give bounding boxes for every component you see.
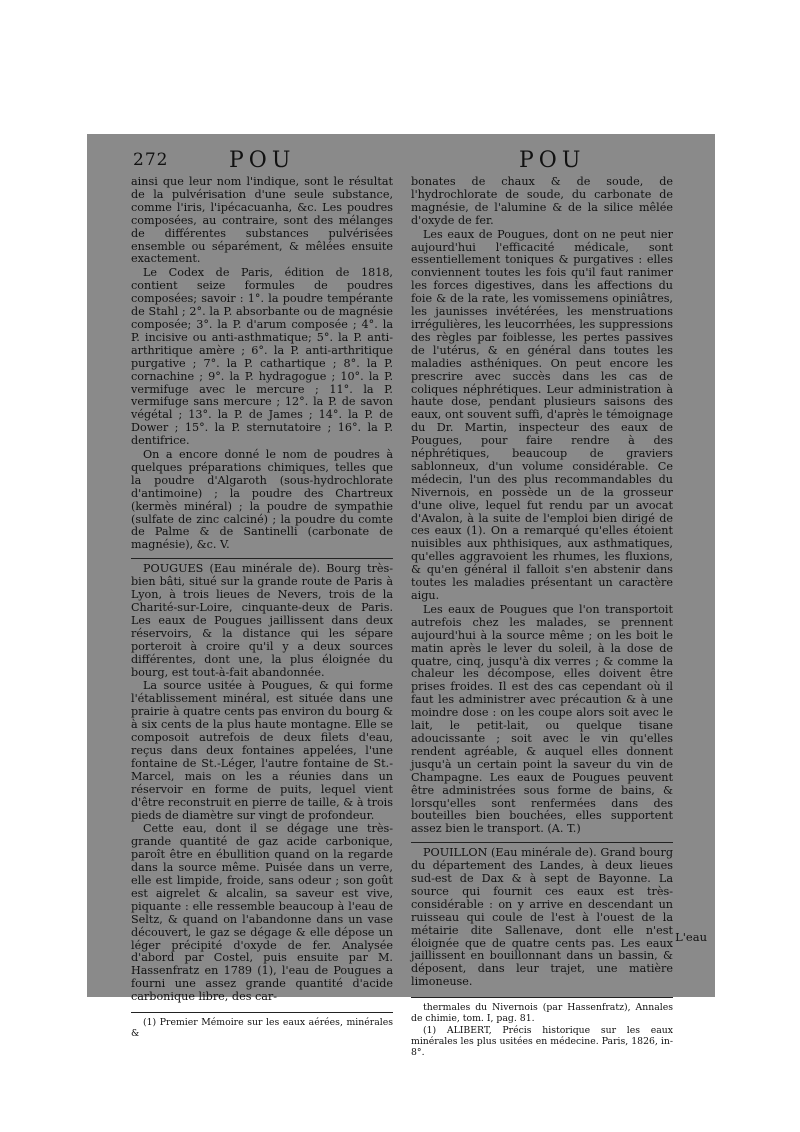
entry-pouillon-heading: POUILLON (Eau minérale de). Grand bourg du département des Landes, à deux lieues sud-est de Dax & à sept de Bayonne. La source qui fournit ces eaux est très-considérable : on y arrive en descendant un ruisseau qui coule de l'est à l'ouest de la métairie dite Sallenave, dont elle n'est éloignée que de quatre cents pas. Les eaux jaillissent en bouillonnant dans un bassin, & déposent, dans leur trajet, une matière limoneuse. [411, 846, 673, 989]
paragraph-simple-powders: ainsi que leur nom l'indique, sont le résultat de la pulvérisation d'une seule substance, comme l'iris, l'ipécacuanha, &c. Les poudres composées, au contraire, sont des mélanges de différentes substances pulvérisées ensemble ou séparément, & mêlées ensuite exactement. [131, 175, 393, 266]
running-header [87, 148, 715, 174]
entry-separator [411, 842, 673, 843]
footnote-right-alibert: (1) ALIBERT, Précis historique sur les eaux minérales les plus usitées en médecine. Paris, 1826, in-8°. [411, 1025, 673, 1059]
paragraph-usage: Les eaux de Pougues que l'on transportoit autrefois chez les malades, se prennent aujourd'hui à la source même ; on les boit le matin après le lever du soleil, à la dose de quatre, cinq, jusqu'à dix verres ; & comme la chaleur les décompose, elles doivent être prises froides. Il est des cas cependant où il faut les administrer avec précaution & à une moindre dose : on les coupe alors soit avec le lait, le petit-lait, ou quelque tisane adoucissante ; soit avec le vin qu'elles rendent agréable, & auquel elles donnent jusqu'à un certain point la saveur du vin de Champagne. Les eaux de Pougues peuvent être administrées sous forme de bains, & lorsqu'elles sont renfermées dans des bouteilles bien bouchées, elles supportent assez bien le transport. (A. T.) [411, 602, 673, 836]
page-number: 272 [133, 150, 169, 170]
paragraph-continuation: bonates de chaux & de soude, de l'hydrochlorate de soude, du carbonate de magnésie, de l'alumine & de la silice mêlée d'oxyde de fer. [411, 175, 673, 227]
footnote-left: (1) Premier Mémoire sur les eaux aérées, minérales & [131, 1017, 393, 1040]
entry-pougues-heading: POUGUES (Eau minérale de). Bourg très-bien bâti, situé sur la grande route de Paris à Lyon, à trois lieues de Nevers, trois de la Charité-sur-Loire, cinquante-deux de Paris. Les eaux de Pougues jaillissent dans deux réservoirs, & la distance qui les sépare porteroit à croire qu'il y a deux sources différentes, dont une, la plus éloignée du bourg, est tout-à-fait abandonnée. [131, 562, 393, 679]
paragraph-chemical-powders: On a encore donné le nom de poudres à quelques préparations chimiques, telles que la poudre d'Algaroth (sous-hydrochlorate d'antimoine) ; la poudre des Chartreux (kermès minéral) ; la poudre de sympathie (sulfate de zinc calciné) ; la poudre du comte de Palme & de Santinelli (carbonate de magnésie), &c. V. [131, 448, 393, 552]
catchword: L'eau [675, 930, 707, 944]
right-column [411, 176, 673, 1059]
running-title-right: POU [519, 148, 586, 173]
paragraph-pougues-source: La source usitée à Pougues, & qui forme l'établissement minéral, est située dans une prairie à quatre cents pas environ du bourg & à six cents de la plus haute montagne. Elle se composoit autrefois de deux filets d'eau, reçus dans deux fontaines appelées, l'une fontaine de St.-Léger, l'autre fontaine de St.-Marcel, mais on les a réunies dans un réservoir en forme de puits, lequel vient d'être reconstruit en pierre de taille, & à trois pieds de diamètre sur vingt de profondeur. [131, 679, 393, 822]
scanned-page [87, 134, 715, 1059]
paragraph-medical-efficacy: Les eaux de Pougues, dont on ne peut nier aujourd'hui l'efficacité médicale, sont essentiellement toniques & purgatives : elles conviennent toutes les fois qu'il faut ranimer les forces digestives, dans les affections du foie & de la rate, les vomissemens opiniâtres, les jaunisses invétérées, les menstruations irrégulières, les leucorrhées, les suppressions des règles par foiblesse, les pertes passives de l'utérus, & en général dans toutes les maladies asthéniques. On peut encore les prescrire avec succès dans les cas de coliques néphrétiques. Leur administration à haute dose, pendant plusieurs saisons des eaux, ont souvent suffi, d'après le témoignage du Dr. Martin, inspecteur des eaux de Pougues, pour faire rendre à des néphrétiques, beaucoup de graviers sablonneux, d'un volume considérable. Ce médecin, l'un des plus recommandables du Nivernois, en possède un de la grosseur d'une olive, lequel fut rendu par un avocat d'Avalon, à la suite de l'emploi bien dirigé de ces eaux (1). On a remarqué qu'elles étoient nuisibles aux phthisiques, aux asthmatiques, qu'elles aggravoient les rhumes, les fluxions, & qu'en général il falloit s'en abstenir dans toutes les maladies présentant un caractère aigu. [411, 227, 673, 602]
running-title-left: POU [229, 148, 296, 173]
paragraph-pougues-water: Cette eau, dont il se dégage une très-grande quantité de gaz acide carbonique, paroît être en ébullition quand on la regarde dans la source même. Puisée dans un verre, elle est limpide, froide, sans odeur ; son goût est aigrelet & alcalin, sa saveur est vive, piquante : elle ressemble beaucoup à l'eau de Seltz, & quand on l'abandonne dans un vase découvert, le gaz se dégage & elle dépose un léger précipité d'oxyde de fer. Analysée d'abord par Costel, puis ensuite par M. Hassenfratz en 1789 (1), l'eau de Pougues a fourni une assez grande quantité d'acide carbonique libre, des car- [131, 822, 393, 1004]
paragraph-codex-formulas: Le Codex de Paris, édition de 1818, contient seize formules de poudres composées; savoir : 1°. la poudre tempérante de Stahl ; 2°. la P. absorbante ou de magnésie composée; 3°. la P. d'arum composée ; 4°. la P. incisive ou anti-asthmatique; 5°. la P. anti-arthritique amère ; 6°. la P. anti-arthritique purgative ; 7°. la P. cathartique ; 8°. la P. cornachine ; 9°. la P. hydragogue ; 10°. la P. vermifuge avec le mercure ; 11°. la P. vermifuge sans mercure ; 12°. la P. de savon végétal ; 13°. la P. de James ; 14°. la P. de Dower ; 15°. la P. sternutatoire ; 16°. la P. dentifrice. [131, 266, 393, 448]
footnote-rule [131, 1012, 393, 1013]
footnote-rule [411, 997, 673, 998]
left-column [131, 176, 393, 1040]
entry-separator [131, 558, 393, 559]
footnote-right-continued: thermales du Nivernois (par Hassenfratz), Annales de chimie, tom. I, pag. 81. [411, 1002, 673, 1025]
